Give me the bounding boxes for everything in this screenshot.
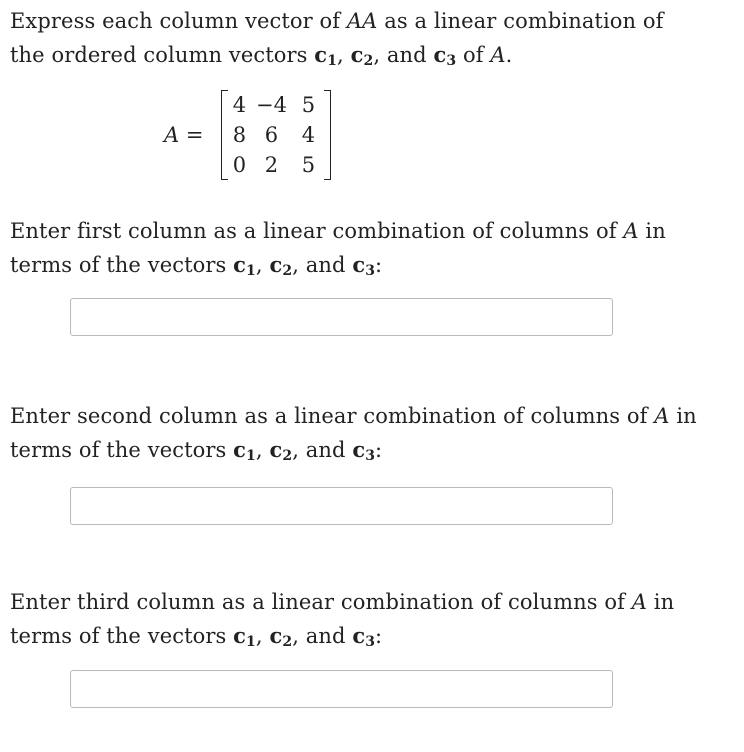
matrix-definition [164, 90, 331, 180]
matrix-symbol: A [490, 43, 506, 67]
vector-c2: $c_2$ [350, 42, 374, 69]
second-column-answer-input[interactable] [70, 487, 613, 525]
third-column-answer-input[interactable] [70, 670, 613, 708]
first-column-answer-input[interactable] [70, 298, 613, 336]
matrix [221, 90, 331, 180]
question-first-column: Enter first column as a linear combination of columns of A in terms of the vectors $c_1$, $c_2$, and $c_3$: [10, 219, 666, 279]
matrix-cell: 8 [232, 123, 247, 147]
matrix-cell: 5 [301, 153, 316, 177]
matrix-cell: 0 [232, 153, 247, 177]
right-bracket [324, 90, 331, 180]
matrix-label: A = [164, 123, 204, 147]
matrix-cell: 2 [264, 153, 279, 177]
problem-statement [10, 4, 730, 72]
matrix-cell: 4 [301, 123, 316, 147]
problem-statement-line-1: Express each column vector of AA as a linear combination of [10, 9, 664, 33]
matrix-cell: −4 [255, 93, 287, 117]
matrix-cell: 6 [264, 123, 279, 147]
problem-statement-line-2: the ordered column vectors $c_1$, $c_2$, and $c_3$ of A. [10, 42, 513, 69]
left-bracket [221, 90, 228, 180]
matrix-cell: 4 [232, 93, 247, 117]
matrix-product-symbol: AA [346, 9, 378, 33]
matrix-cell: 5 [301, 93, 316, 117]
question-third-column: Enter third column as a linear combination of columns of A in terms of the vectors $c_1$, $c_2$, and $c_3$: [10, 590, 675, 650]
question-second-column: Enter second column as a linear combination of columns of A in terms of the vectors $c_1$, $c_2$, and $c_3$: [10, 404, 697, 464]
vector-c1: $c_1$ [314, 42, 338, 69]
vector-c3: $c_3$ [433, 42, 457, 69]
